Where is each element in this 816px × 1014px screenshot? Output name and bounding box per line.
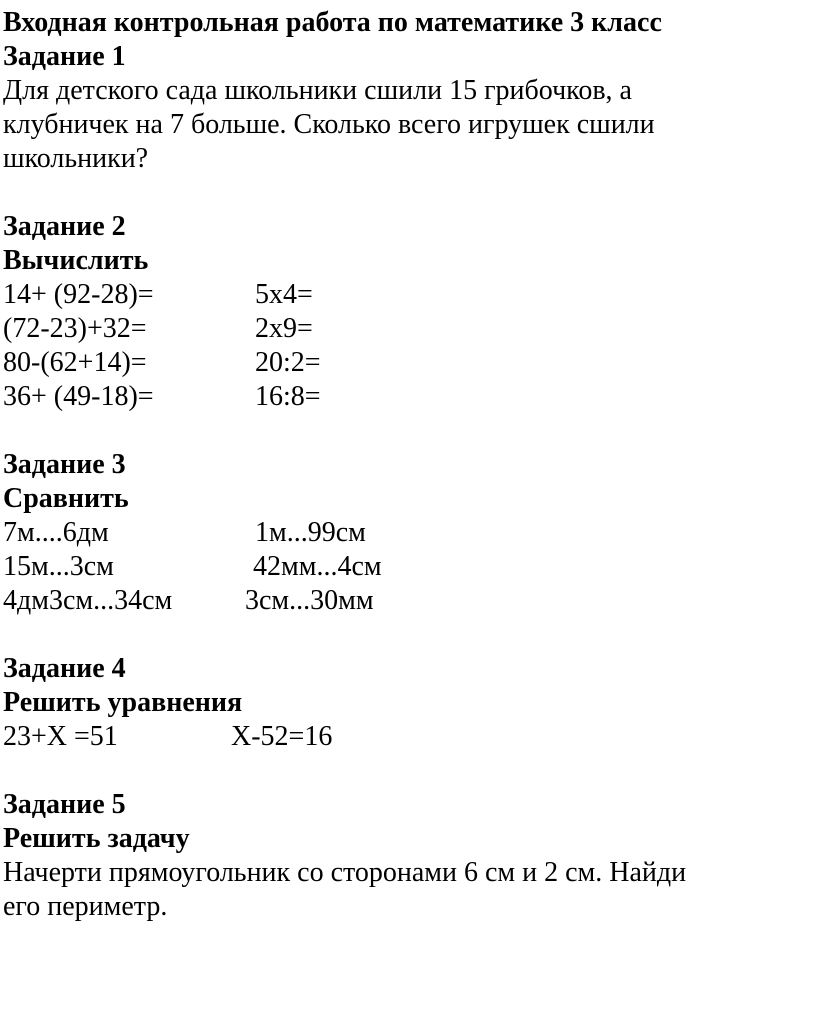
- expression-left: 36+ (49-18)=: [3, 381, 154, 412]
- task5-heading: Задание 5: [3, 789, 126, 820]
- task3-row: [3, 584, 808, 618]
- expression-right: 20:2=: [255, 347, 321, 378]
- task4-instruction: Решить уравнения: [3, 687, 243, 718]
- task4-row: [3, 720, 808, 754]
- task4-heading: Задание 4: [3, 653, 126, 684]
- spacer: [3, 176, 808, 210]
- comparison-right: 3см...30мм: [245, 585, 374, 616]
- page-title: Входная контрольная работа по математике 3 класс: [3, 7, 662, 38]
- spacer: [3, 754, 808, 788]
- task3-heading: Задание 3: [3, 449, 126, 480]
- comparison-left: 4дм3см...34см: [3, 585, 173, 616]
- task2-heading: Задание 2: [3, 211, 126, 242]
- expression-right: 16:8=: [255, 381, 321, 412]
- task2-row: [3, 346, 808, 380]
- expression-left: (72-23)+32=: [3, 313, 147, 344]
- task3-row: [3, 516, 808, 550]
- comparison-right: 42мм...4см: [253, 551, 382, 582]
- task3-instruction: Сравнить: [3, 483, 129, 514]
- expression-left: 80-(62+14)=: [3, 347, 147, 378]
- worksheet-page: [3, 6, 808, 924]
- task5-text-line: его периметр.: [3, 891, 168, 922]
- task5-text-line: Начерти прямоугольник со сторонами 6 см и 2 см. Найди: [3, 857, 687, 888]
- task1-heading: Задание 1: [3, 41, 126, 72]
- spacer: [3, 414, 808, 448]
- expression-right: 5х4=: [255, 279, 313, 310]
- task3-row: [3, 550, 808, 584]
- task1-text-line: клубничек на 7 больше. Сколько всего игрушек сшили: [3, 109, 655, 140]
- comparison-left: 15м...3см: [3, 551, 114, 582]
- comparison-left: 7м....6дм: [3, 517, 109, 548]
- expression-left: 14+ (92-28)=: [3, 279, 154, 310]
- task1-text-line: школьники?: [3, 143, 149, 174]
- task5-instruction: Решить задачу: [3, 823, 190, 854]
- equation-right: Х-52=16: [231, 721, 333, 752]
- task2-row: [3, 278, 808, 312]
- spacer: [3, 618, 808, 652]
- task2-row: [3, 312, 808, 346]
- expression-right: 2х9=: [255, 313, 313, 344]
- task2-row: [3, 380, 808, 414]
- task2-instruction: Вычислить: [3, 245, 149, 276]
- task1-text-line: Для детского сада школьники сшили 15 грибочков, а: [3, 75, 632, 106]
- equation-left: 23+Х =51: [3, 721, 118, 752]
- comparison-right: 1м...99см: [255, 517, 366, 548]
